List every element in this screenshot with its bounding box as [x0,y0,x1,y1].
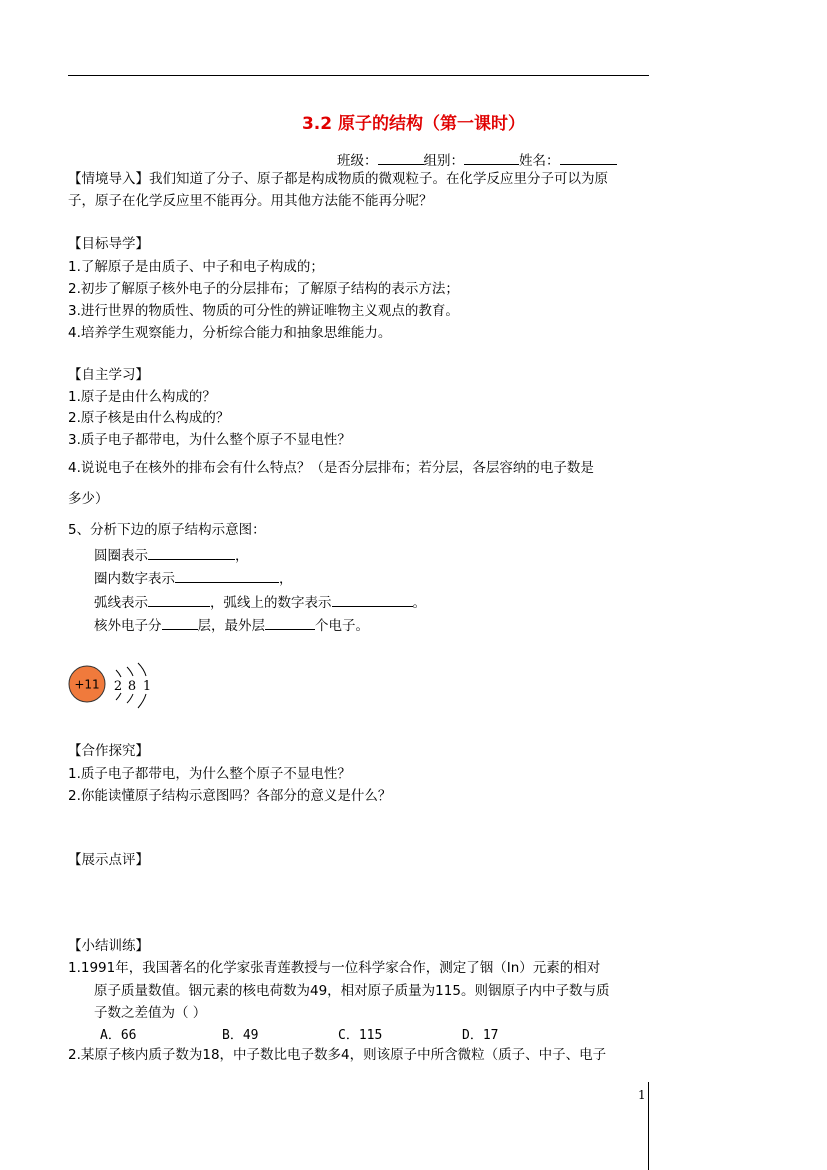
option-d[interactable]: D．17 [462,1028,499,1043]
q5-arc-number-blank[interactable] [332,592,413,607]
practice-heading: 【小结训练】 [68,938,149,954]
page-number: 1 [638,1088,646,1102]
coop-q2: 2.你能读懂原子结构示意图吗？各部分的意义是什么？ [68,788,392,804]
class-blank[interactable] [378,150,424,165]
option-c[interactable]: C．115 [338,1028,383,1043]
q5-shell-label: 核外电子分 [94,618,162,634]
shell-arc-2-top [127,667,133,676]
page-margin-line [648,1082,649,1170]
goal-item: 3.进行世界的物质性、物质的可分性的辨证唯物主义观点的教育。 [68,303,459,319]
shell-arc-3-bottom [138,694,146,708]
goal-item: 4.培养学生观察能力，分析综合能力和抽象思维能力。 [68,325,392,341]
q5-number-end: ， [279,571,293,587]
shell-count-3: 1 [142,679,152,694]
name-blank[interactable] [560,150,617,165]
q5-arc-label: 弧线表示 [94,595,148,611]
shell-arc-1-top [116,670,121,677]
q5-circle-row [94,545,249,565]
q5-circle-label: 圆圈表示 [94,548,148,564]
top-rule [68,75,649,76]
self-study-q2: 2.原子核是由什么构成的？ [68,410,230,426]
self-study-q4-line2: 多少） [68,491,109,507]
option-b[interactable]: B．49 [222,1028,259,1043]
practice-q2-line1: 2.某原子核内质子数为18，中子数比电子数多4，则该原子中所含微粒（质子、中子、电子 [68,1047,607,1063]
q5-arc-end: 。 [412,595,426,611]
name-label: 姓名： [519,153,560,169]
q5-arc-blank[interactable] [148,592,210,607]
q5-shell-row [94,615,369,635]
self-study-q5: 5、分析下边的原子结构示意图： [68,522,266,538]
show-heading: 【展示点评】 [68,852,149,868]
q5-arc-number-label: ，弧线上的数字表示 [210,595,332,611]
q5-outer-label: 层，最外层 [197,618,265,634]
shell-count-1: 2 [113,679,123,694]
group-label: 组别： [423,153,464,169]
q5-shell-blank[interactable] [162,615,198,630]
self-study-q4-line1: 4.说说电子在核外的排布会有什么特点？（是否分层排布；若分层，各层容纳的电子数是 [68,460,594,476]
shell-arc-2-bottom [127,694,133,703]
q5-outer-blank[interactable] [265,615,315,630]
q5-number-blank[interactable] [175,568,279,583]
q5-arc-row [94,592,426,612]
shell-count-2: 8 [127,679,137,694]
q5-number-row [94,568,293,588]
group-blank[interactable] [464,150,519,165]
goals-heading: 【目标导学】 [68,236,149,252]
q5-circle-blank[interactable] [148,545,235,560]
intro-line-1: 【情境导入】我们知道了分子、原子都是构成物质的微观粒子。在化学反应里分子可以为原 [68,171,608,187]
self-study-q3: 3.质子电子都带电，为什么整个原子不显电性？ [68,432,351,448]
q5-number-label: 圈内数字表示 [94,571,175,587]
shell-arc-3-top [138,663,146,676]
nucleus-label: +11 [74,677,100,692]
atom-structure-diagram [66,660,166,712]
student-info [337,150,617,170]
self-study-q1: 1.原子是由什么构成的？ [68,389,216,405]
coop-heading: 【合作探究】 [68,743,149,759]
practice-q1-line3: 子数之差值为（ ） [94,1005,207,1021]
shell-arc-1-bottom [116,693,121,700]
q5-circle-end: ， [235,548,249,564]
practice-q1-line1: 1.1991年，我国著名的化学家张青莲教授与一位科学家合作，测定了铟（In）元素的相对 [68,960,601,976]
coop-q1: 1.质子电子都带电，为什么整个原子不显电性？ [68,766,351,782]
goal-item: 1.了解原子是由质子、中子和电子构成的； [68,259,324,275]
practice-q1-line2: 原子质量数值。铟元素的核电荷数为49，相对原子质量为115。则铟原子内中子数与质 [94,983,610,999]
class-label: 班级： [337,153,378,169]
self-study-heading: 【自主学习】 [68,367,149,383]
goal-item: 2.初步了解原子核外电子的分层排布；了解原子结构的表示方法； [68,281,459,297]
q5-outer-end: 个电子。 [315,618,369,634]
intro-line-2: 子，原子在化学反应里不能再分。用其他方法能不能再分呢？ [68,193,433,209]
page-title: 3.2 原子的结构（第一课时） [301,114,526,134]
option-a[interactable]: A．66 [100,1028,137,1043]
